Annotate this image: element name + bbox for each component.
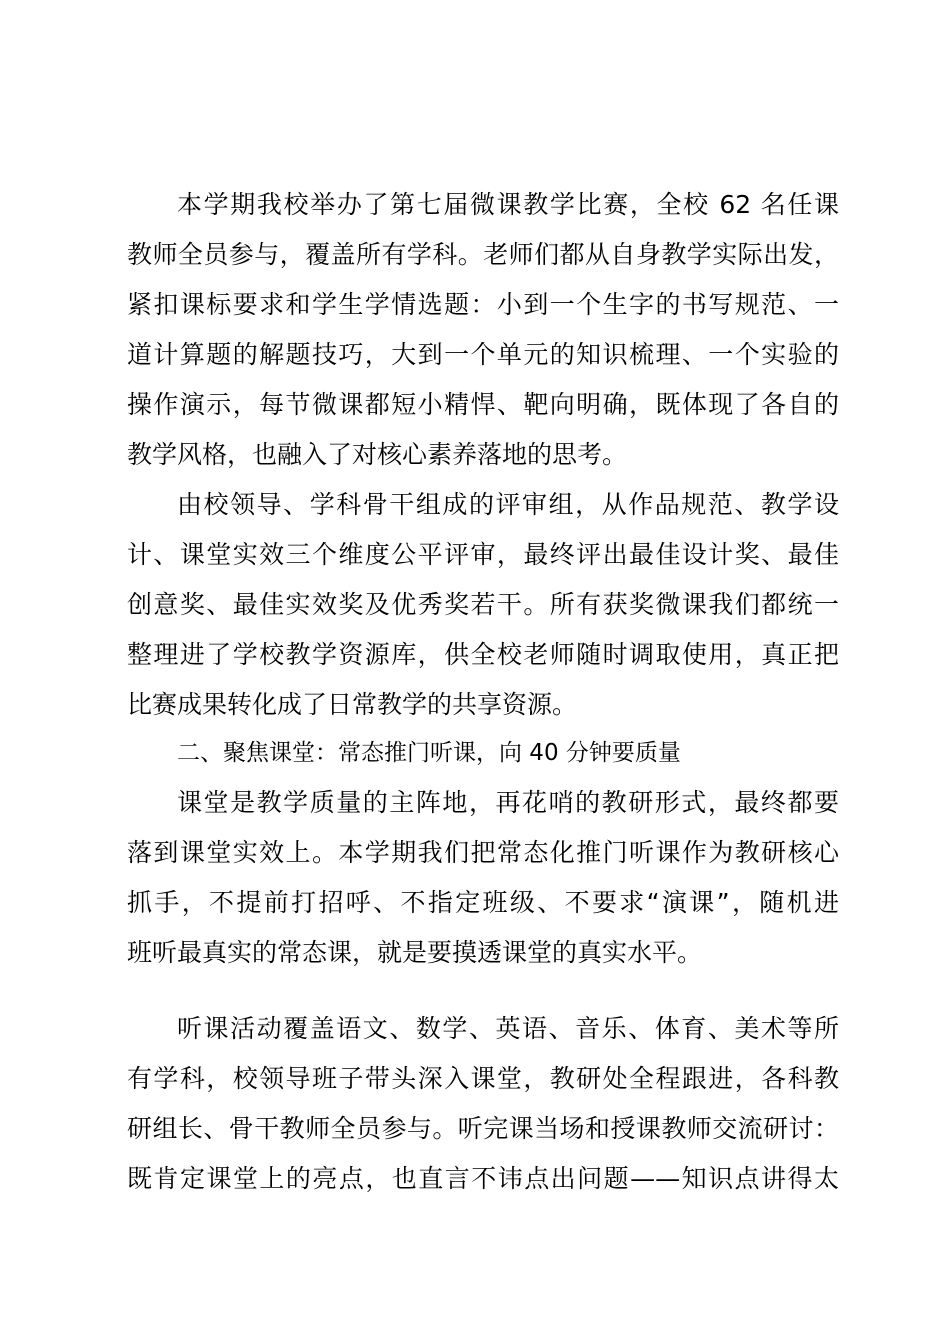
paragraph-line: 整理进了学校教学资源库，供全校老师随时调取使用，真正把 [127,640,839,669]
paragraph-line: 本学期我校举办了第七届微课教学比赛，全校 62 名任课 [177,190,839,219]
paragraph-line: 创意奖、最佳实效奖及优秀奖若干。所有获奖微课我们都统一 [127,590,839,619]
paragraph-line: 教师全员参与，覆盖所有学科。老师们都从自身教学实际出发， [127,240,839,269]
paragraph-line: 比赛成果转化成了日常教学的共享资源。 [127,690,578,719]
paragraph-line: 由校领导、学科骨干组成的评审组，从作品规范、教学设 [177,490,839,519]
paragraph-line: 落到课堂实效上。本学期我们把常态化推门听课作为教研核心 [127,838,839,867]
paragraph-line: 研组长、骨干教师全员参与。听完课当场和授课教师交流研讨： [127,1114,839,1143]
paragraph-line: 教学风格，也融入了对核心素养落地的思考。 [127,440,628,469]
paragraph-line: 班听最真实的常态课，就是要摸透课堂的真实水平。 [127,938,703,967]
paragraph-line: 计、课堂实效三个维度公平评审，最终评出最佳设计奖、最佳 [127,540,839,569]
section-heading: 二、聚焦课堂：常态推门听课，向 40 分钟要质量 [177,740,681,766]
paragraph-line: 课堂是教学质量的主阵地，再花哨的教研形式，最终都要 [177,788,839,817]
paragraph-line: 紧扣课标要求和学生学情选题：小到一个生字的书写规范、一 [127,290,839,319]
paragraph-line: 道计算题的解题技巧，大到一个单元的知识梳理、一个实验的 [127,340,839,369]
paragraph-line: 抓手，不提前打招呼、不指定班级、不要求“演课”，随机进 [127,888,839,917]
paragraph-line: 听课活动覆盖语文、数学、英语、音乐、体育、美术等所 [177,1014,839,1043]
paragraph-line: 既肯定课堂上的亮点，也直言不讳点出问题——知识点讲得太 [127,1164,839,1193]
paragraph-line: 有学科，校领导班子带头深入课堂，教研处全程跟进，各科教 [127,1064,839,1093]
paragraph-line: 操作演示，每节微课都短小精悍、靶向明确，既体现了各自的 [127,390,839,419]
